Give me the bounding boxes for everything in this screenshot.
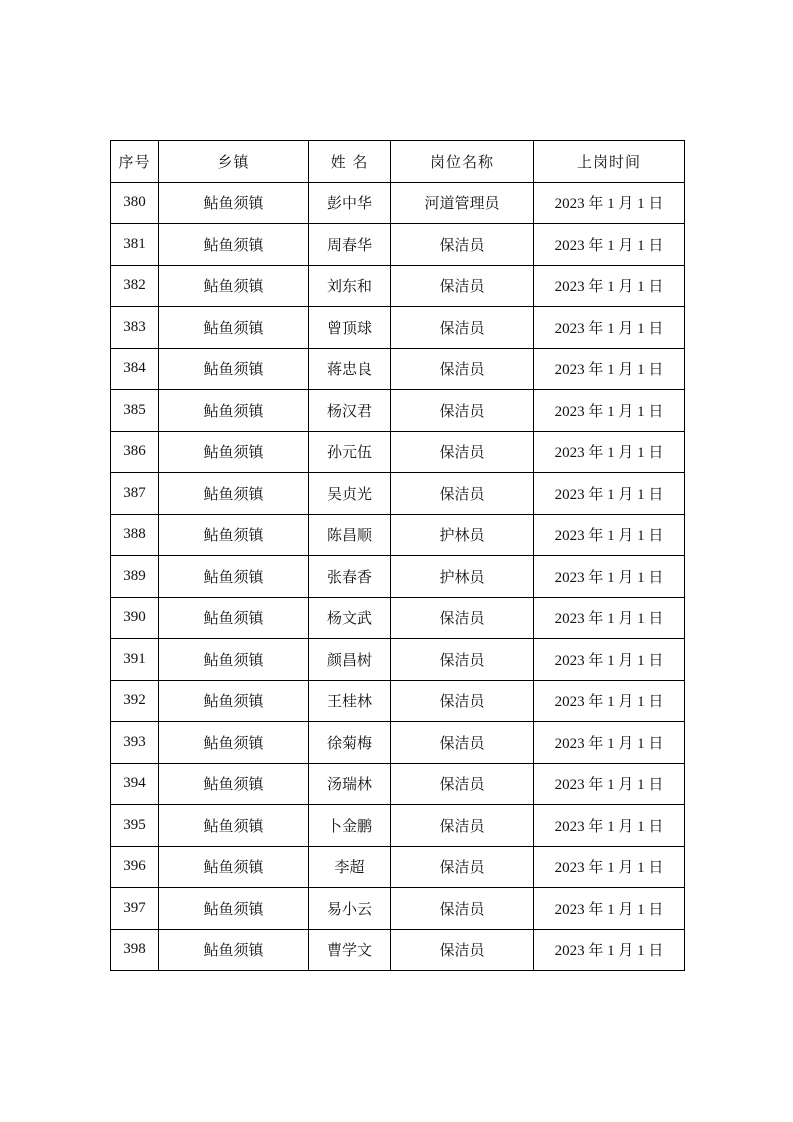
table-header [111,141,685,183]
cell-post: 保洁员 [391,639,534,681]
cell-date: 2023 年 1 月 1 日 [534,514,685,556]
cell-name: 曹学文 [309,929,391,971]
cell-town: 鲇鱼须镇 [159,514,309,556]
table-row [111,763,685,805]
table-row [111,431,685,473]
table-row [111,348,685,390]
cell-post: 保洁员 [391,846,534,888]
cell-date: 2023 年 1 月 1 日 [534,597,685,639]
table-row [111,888,685,930]
table-row [111,390,685,432]
cell-post: 保洁员 [391,888,534,930]
cell-no: 397 [111,888,159,930]
cell-name: 易小云 [309,888,391,930]
cell-date: 2023 年 1 月 1 日 [534,929,685,971]
header-town: 乡镇 [159,141,309,183]
cell-name: 王桂林 [309,680,391,722]
cell-name: 李超 [309,846,391,888]
cell-no: 383 [111,307,159,349]
cell-no: 389 [111,556,159,598]
header-row [111,141,685,183]
cell-name: 张春香 [309,556,391,598]
cell-town: 鲇鱼须镇 [159,556,309,598]
cell-town: 鲇鱼须镇 [159,763,309,805]
cell-post: 保洁员 [391,722,534,764]
cell-no: 384 [111,348,159,390]
cell-name: 杨汉君 [309,390,391,432]
cell-post: 保洁员 [391,680,534,722]
cell-date: 2023 年 1 月 1 日 [534,556,685,598]
cell-post: 保洁员 [391,307,534,349]
cell-post: 保洁员 [391,929,534,971]
header-name: 姓 名 [309,141,391,183]
cell-date: 2023 年 1 月 1 日 [534,307,685,349]
cell-no: 380 [111,182,159,224]
cell-date: 2023 年 1 月 1 日 [534,805,685,847]
cell-date: 2023 年 1 月 1 日 [534,431,685,473]
table-row [111,473,685,515]
table-row [111,182,685,224]
roster-table [110,140,685,971]
cell-post: 保洁员 [391,431,534,473]
table-row [111,307,685,349]
cell-town: 鲇鱼须镇 [159,224,309,266]
cell-no: 394 [111,763,159,805]
table-row [111,846,685,888]
cell-date: 2023 年 1 月 1 日 [534,390,685,432]
cell-town: 鲇鱼须镇 [159,846,309,888]
cell-town: 鲇鱼须镇 [159,431,309,473]
cell-post: 保洁员 [391,348,534,390]
table-row [111,597,685,639]
cell-date: 2023 年 1 月 1 日 [534,680,685,722]
cell-name: 汤瑞林 [309,763,391,805]
cell-name: 周春华 [309,224,391,266]
cell-name: 蒋忠良 [309,348,391,390]
table-row [111,639,685,681]
cell-post: 保洁员 [391,763,534,805]
cell-town: 鲇鱼须镇 [159,390,309,432]
table-row [111,265,685,307]
cell-no: 390 [111,597,159,639]
table-row [111,514,685,556]
cell-name: 杨文武 [309,597,391,639]
cell-name: 陈昌顺 [309,514,391,556]
cell-no: 392 [111,680,159,722]
table-row [111,722,685,764]
cell-town: 鲇鱼须镇 [159,307,309,349]
cell-town: 鲇鱼须镇 [159,265,309,307]
table-body [111,182,685,971]
cell-post: 保洁员 [391,805,534,847]
cell-name: 颜昌树 [309,639,391,681]
cell-no: 388 [111,514,159,556]
cell-date: 2023 年 1 月 1 日 [534,348,685,390]
cell-post: 保洁员 [391,224,534,266]
cell-post: 保洁员 [391,265,534,307]
table-row [111,556,685,598]
cell-town: 鲇鱼须镇 [159,680,309,722]
cell-no: 386 [111,431,159,473]
cell-name: 彭中华 [309,182,391,224]
cell-no: 395 [111,805,159,847]
cell-town: 鲇鱼须镇 [159,722,309,764]
cell-date: 2023 年 1 月 1 日 [534,639,685,681]
cell-no: 393 [111,722,159,764]
cell-name: 吴贞光 [309,473,391,515]
cell-name: 卜金鹏 [309,805,391,847]
header-post: 岗位名称 [391,141,534,183]
cell-no: 391 [111,639,159,681]
cell-date: 2023 年 1 月 1 日 [534,224,685,266]
cell-name: 孙元伍 [309,431,391,473]
cell-town: 鲇鱼须镇 [159,597,309,639]
cell-no: 382 [111,265,159,307]
cell-post: 护林员 [391,556,534,598]
cell-date: 2023 年 1 月 1 日 [534,265,685,307]
cell-date: 2023 年 1 月 1 日 [534,722,685,764]
header-no: 序号 [111,141,159,183]
cell-date: 2023 年 1 月 1 日 [534,888,685,930]
cell-town: 鲇鱼须镇 [159,348,309,390]
cell-no: 385 [111,390,159,432]
cell-date: 2023 年 1 月 1 日 [534,846,685,888]
table-row [111,680,685,722]
cell-post: 保洁员 [391,390,534,432]
cell-date: 2023 年 1 月 1 日 [534,763,685,805]
cell-post: 河道管理员 [391,182,534,224]
cell-name: 刘东和 [309,265,391,307]
cell-no: 398 [111,929,159,971]
table-row [111,224,685,266]
cell-town: 鲇鱼须镇 [159,639,309,681]
cell-date: 2023 年 1 月 1 日 [534,473,685,515]
cell-no: 381 [111,224,159,266]
cell-post: 护林员 [391,514,534,556]
cell-town: 鲇鱼须镇 [159,929,309,971]
cell-post: 保洁员 [391,473,534,515]
cell-town: 鲇鱼须镇 [159,182,309,224]
cell-town: 鲇鱼须镇 [159,473,309,515]
table-row [111,805,685,847]
cell-post: 保洁员 [391,597,534,639]
cell-no: 396 [111,846,159,888]
cell-no: 387 [111,473,159,515]
cell-date: 2023 年 1 月 1 日 [534,182,685,224]
cell-name: 曾顶球 [309,307,391,349]
cell-town: 鲇鱼须镇 [159,888,309,930]
cell-town: 鲇鱼须镇 [159,805,309,847]
cell-name: 徐菊梅 [309,722,391,764]
header-date: 上岗时间 [534,141,685,183]
table-row [111,929,685,971]
